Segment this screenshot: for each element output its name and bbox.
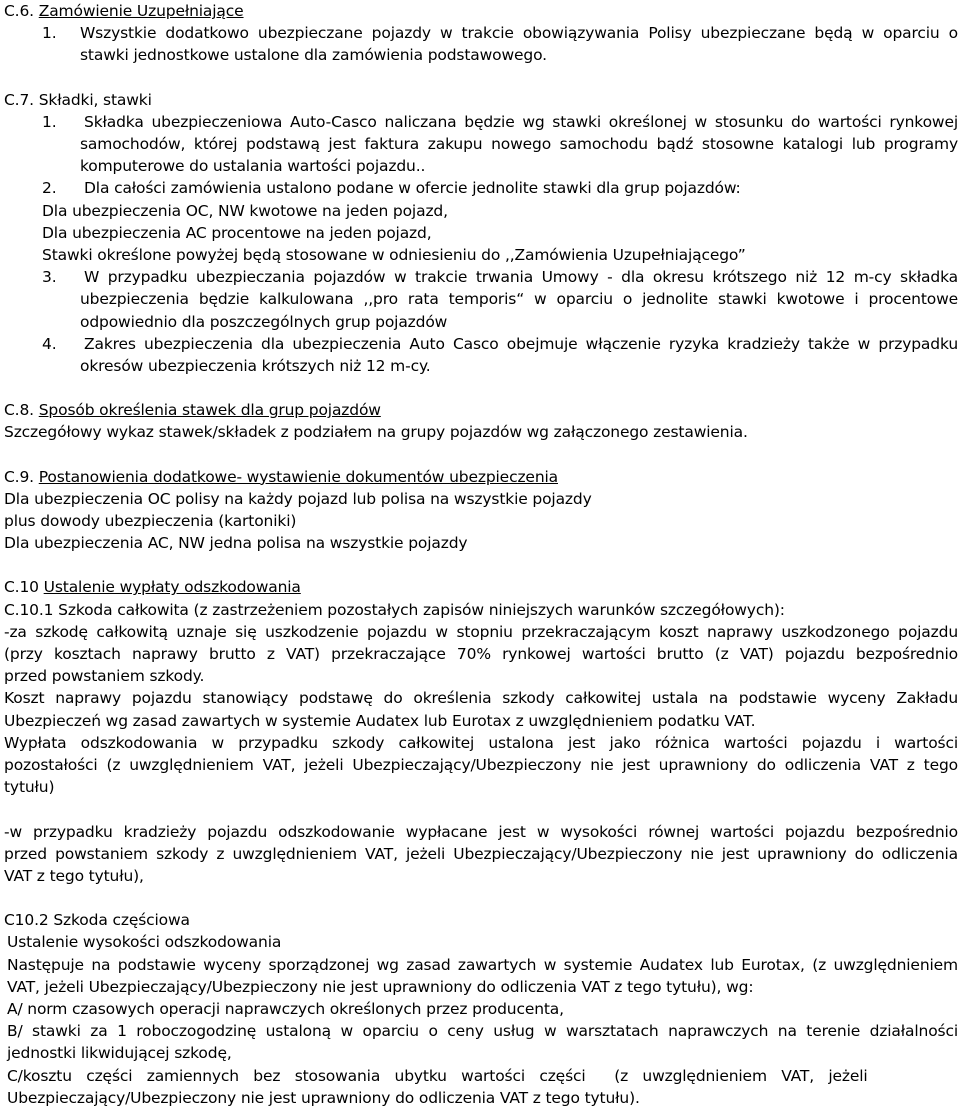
section-c6-title: Zamówienie Uzupełniające bbox=[38, 2, 244, 20]
c8-line-1: Szczegółowy wykaz stawek/składek z podziałem na grupy pojazdów wg załączonego zestawienia. bbox=[4, 423, 748, 442]
section-c6-prefix: C.6. bbox=[4, 2, 34, 20]
c6-item-1-line-1: Wszystkie dodatkowo ubezpieczane pojazdy w trakcie obowiązywania Polisy ubezpieczane będą w oparciu o bbox=[80, 24, 958, 43]
section-c7-heading: C.7. Składki, stawki bbox=[4, 90, 152, 109]
c102-line-6: jednostki likwidującej szkodę, bbox=[7, 1044, 232, 1063]
c6-item-1-line-2: stawki jednostkowe ustalone dla zamówienia podstawowego. bbox=[80, 46, 547, 65]
c102-line-4: A/ norm czasowych operacji naprawczych określonych przez producenta, bbox=[7, 999, 564, 1018]
c7-item-2 bbox=[4, 177, 958, 199]
c7-item-1-line-1: Składka ubezpieczeniowa Auto-Casco naliczana będzie wg stawki określonej w stosunku do wartości rynkowej bbox=[84, 112, 958, 131]
c7-item-1 bbox=[4, 111, 958, 133]
c102-line-7: C/kosztu części zamiennych bez stosowania ubytku wartości części (z uwzględnieniem VAT, jeżeli bbox=[7, 1066, 868, 1085]
c9-line-3: Dla ubezpieczenia AC, NW jedna polisa na wszystkie pojazdy bbox=[4, 534, 468, 553]
c102-line-3: VAT, jeżeli Ubezpieczający/Ubezpieczony nie jest uprawniony do odliczenia VAT z tego tytułu), wg: bbox=[7, 977, 754, 996]
c101-p1-line-3: przed powstaniem szkody. bbox=[4, 667, 205, 686]
c101-p1-line-1: -za szkodę całkowitą uznaje się uszkodzenie pojazdu w stopniu przekraczającym koszt naprawy uszkodzonego pojazdu bbox=[4, 622, 958, 641]
section-c9-prefix: C.9. bbox=[4, 467, 34, 486]
c7-item-4-number: 4. bbox=[42, 334, 57, 353]
c101-p3-line-3: tytułu) bbox=[4, 778, 55, 797]
section-c9-title: Postanowienia dodatkowe- wystawienie dokumentów ubezpieczenia bbox=[38, 467, 558, 486]
section-c10-prefix: C.10 bbox=[4, 578, 39, 597]
c101-p3-line-1: Wypłata odszkodowania w przypadku szkody całkowitej ustalona jest jako różnica wartości pojazdu i wartości bbox=[4, 733, 958, 752]
c7-item-2-line-1: Dla ubezpieczenia OC, NW kwotowe na jeden pojazd, bbox=[42, 201, 448, 220]
c101-p2-line-2: Ubezpieczeń wg zasad zawartych w systemie Audatex lub Eurotax z uwzględnieniem podatku VAT. bbox=[4, 711, 756, 730]
c7-item-2-first-line: Dla całości zamówienia ustalono podane w ofercie jednolite stawki dla grup pojazdów: bbox=[84, 179, 741, 198]
section-c8-title: Sposób określenia stawek dla grup pojazdów bbox=[38, 401, 381, 420]
c6-item-1-number: 1. bbox=[42, 24, 57, 43]
c7-item-2-number: 2. bbox=[42, 179, 57, 198]
c102-line-2: Następuje na podstawie wyceny sporządzonej wg zasad zawartych w systemie Audatex lub Eurotax, (z uwzględnieniem bbox=[7, 955, 958, 974]
c7-item-3-line-2: ubezpieczenia będzie kalkulowana ,,pro rata temporis“ w oparciu o jednolite stawki kwotowe i procentowe bbox=[80, 290, 958, 309]
c7-item-1-number: 1. bbox=[42, 112, 57, 131]
c102-line-8: Ubezpieczający/Ubezpieczony nie jest uprawniony do odliczenia VAT z tego tytułu). bbox=[7, 1088, 640, 1107]
c101-p1-line-2: (przy kosztach naprawy brutto z VAT) przekraczające 70% rynkowej wartości brutto (z VAT) pojazdu bezpośrednio bbox=[4, 645, 958, 664]
section-c9-heading bbox=[4, 466, 958, 488]
c6-item-1 bbox=[4, 22, 958, 66]
c101-p4-line-1: -w przypadku kradzieży pojazdu odszkodowanie wypłacane jest w wysokości równej wartości pojazdu bezpośrednio bbox=[4, 822, 958, 841]
section-c6-heading bbox=[4, 0, 958, 22]
c101-p4-line-3: VAT z tego tytułu), bbox=[4, 866, 144, 885]
c7-item-1-line-3: komputerowe do ustalania wartości pojazdu.. bbox=[80, 157, 426, 176]
c102-line-1: Ustalenie wysokości odszkodowania bbox=[7, 933, 282, 952]
section-c8-heading bbox=[4, 399, 958, 421]
c7-item-2-line-3: Stawki określone powyżej będą stosowane w odniesieniu do ,,Zamówienia Uzupełniającego” bbox=[42, 246, 746, 265]
c7-item-4-line-2: okresów ubezpieczenia krótszych niż 12 m-cy. bbox=[80, 357, 431, 376]
c7-item-2-line-2: Dla ubezpieczenia AC procentowe na jeden pojazd, bbox=[42, 223, 432, 242]
c101-p3-line-2: pozostałości (z uwzględnieniem VAT, jeżeli Ubezpieczający/Ubezpieczony nie jest uprawniony do odliczenia VAT z tego bbox=[4, 756, 958, 775]
section-c10-heading bbox=[4, 576, 958, 598]
c7-item-4 bbox=[4, 333, 958, 355]
c7-item-1-line-2: samochodów, której podstawą jest faktura zakupu nowego samochodu bądź stosowne katalogi lub programy bbox=[80, 135, 958, 154]
c7-item-3-line-3: odpowiednio dla poszczególnych grup pojazdów bbox=[80, 312, 448, 331]
c7-item-3-line-1: W przypadku ubezpieczania pojazdów w trakcie trwania Umowy - dla okresu krótszego niż 12 m-cy składka bbox=[84, 268, 958, 287]
c102-heading: C10.2 Szkoda częściowa bbox=[4, 911, 190, 930]
c9-line-2: plus dowody ubezpieczenia (kartoniki) bbox=[4, 512, 297, 531]
c7-item-4-line-1: Zakres ubezpieczenia dla ubezpieczenia Auto Casco obejmuje włączenie ryzyka kradzieży także w przypadku bbox=[84, 334, 958, 353]
c101-p4-line-2: przed powstaniem szkody z uwzględnieniem VAT, jeżeli Ubezpieczający/Ubezpieczony nie jest uprawniony do odliczenia bbox=[4, 844, 958, 863]
section-c10-title: Ustalenie wypłaty odszkodowania bbox=[43, 578, 301, 597]
section-c8-prefix: C.8. bbox=[4, 401, 34, 420]
c101-p2-line-1: Koszt naprawy pojazdu stanowiący podstawę do określenia szkody całkowitej ustala na podstawie wyceny Zakładu bbox=[4, 689, 958, 708]
c102-line-5: B/ stawki za 1 roboczogodzinę ustaloną w oparciu o ceny usług w warsztatach naprawczych na terenie działalności bbox=[7, 1022, 958, 1041]
c101-heading: C.10.1 Szkoda całkowita (z zastrzeżeniem pozostałych zapisów niniejszych warunków szczegółowych): bbox=[4, 600, 785, 619]
c7-item-3-number: 3. bbox=[42, 268, 57, 287]
c9-line-1: Dla ubezpieczenia OC polisy na każdy pojazd lub polisa na wszystkie pojazdy bbox=[4, 489, 592, 508]
c7-item-3 bbox=[4, 266, 958, 288]
